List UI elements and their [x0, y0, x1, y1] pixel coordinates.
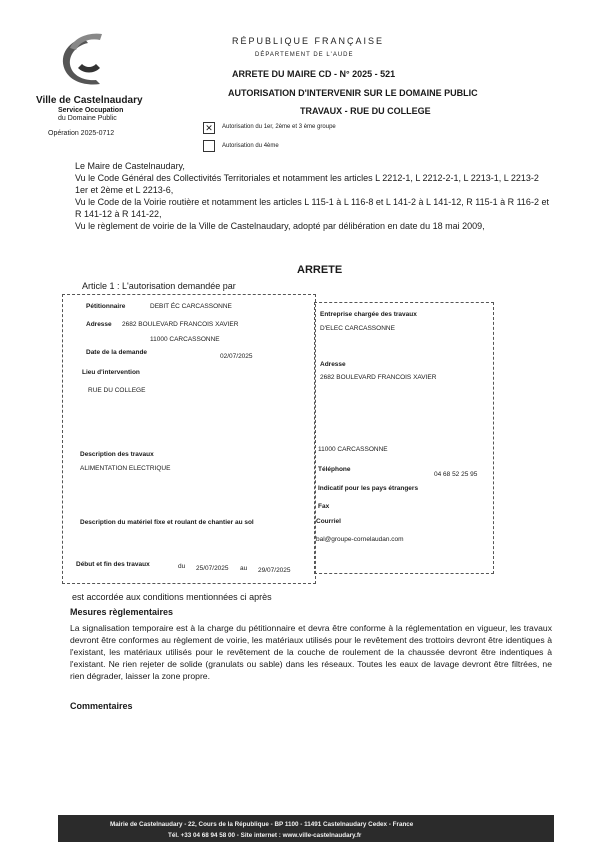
arrete-heading: ARRETE: [297, 264, 343, 276]
telephone-label: Téléphone: [318, 466, 351, 473]
checkbox-group-4[interactable]: [203, 140, 215, 152]
entreprise-adresse-label: Adresse: [320, 361, 346, 368]
petitionnaire-value: DEBIT ÉC CARCASSONNE: [150, 303, 232, 310]
preamble-line: Vu le Code de la Voirie routière et notamment les articles L 115-1 à L 116-8 et L 141-2 à L 141-12, R 115-1 à R 116-2 et R 141-12 à R 141-22,: [75, 197, 549, 219]
description-value: ALIMENTATION ELECTRIQUE: [80, 465, 171, 472]
checkbox-group-1-3[interactable]: ✕: [203, 122, 215, 134]
city-logo: [44, 28, 134, 92]
footer-bar: [58, 815, 554, 842]
service-line-1: Service Occupation: [58, 107, 124, 114]
telephone-value: 04 68 52 25 95: [434, 471, 478, 478]
adresse-label: Adresse: [86, 321, 112, 328]
mesures-text: La signalisation temporaire est à la charge du pétitionnaire et devra être conforme à la réglementation en vigueur, les travaux devront être conformes au règlement de voirie, les matériaux utilisés pour le revêtement des trottoirs devront être identiques à l'existant, les matériaux utilisés pour le revêtement de la couche de roulement de la chaussée devront être indentiques à l'existant. Ne rien rejeter de solide (granulats ou sable) dans les réseaux. Toutes les eaux de lavage devront être filtrées, ne rien dégrader, laisser la zone propre.: [70, 623, 552, 681]
operation-number: Opération 2025-0712: [48, 130, 115, 137]
city-name: Ville de Castelnaudary: [36, 95, 143, 106]
lieu-label: Lieu d'intervention: [82, 369, 140, 376]
commentaires-heading: Commentaires: [70, 701, 133, 711]
indicatif-label: Indicatif pour les pays étrangers: [318, 485, 419, 492]
entreprise-box: [314, 302, 494, 574]
fax-label: Fax: [318, 503, 330, 510]
date-demande-label: Date de la demande: [86, 349, 148, 356]
accorded-text: est accordée aux conditions mentionnées ci après: [72, 592, 272, 602]
checkbox-group-4-label: Autorisation du 4ème: [222, 143, 279, 149]
preamble-line: Vu le règlement de voirie de la Ville de Castelnaudary, adopté par délibération en date du 18 mai 2009,: [75, 221, 485, 231]
description-label: Description des travaux: [80, 451, 154, 458]
entreprise-cp: 11000 CARCASSONNE: [318, 446, 388, 453]
preamble-line: Vu le Code Général des Collectivités Territoriales et notamment les articles L 2212-1, L 2212-2-1, L 2213-1, L 2213-2 1er et 2ème et L 2213-6,: [75, 173, 539, 195]
debut-value: 25/07/2025: [196, 565, 229, 572]
entreprise-label: Entreprise chargée des travaux: [320, 311, 417, 318]
travaux-title: TRAVAUX - RUE DU COLLEGE: [300, 106, 431, 116]
du-label: du: [178, 563, 186, 570]
materiel-label: Description du matériel fixe et roulant de chantier au sol: [80, 519, 254, 526]
courriel-value: bal@groupe-cornelaudan.com: [316, 536, 404, 543]
debut-fin-label: Début et fin des travaux: [76, 561, 150, 568]
republic-heading: RÉPUBLIQUE FRANÇAISE: [232, 36, 385, 46]
petitionnaire-label: Pétitionnaire: [86, 303, 126, 310]
entreprise-value: D'ELEC CARCASSONNE: [320, 325, 395, 332]
au-label: au: [240, 565, 248, 572]
footer-line-1: Mairie de Castelnaudary - 22, Cours de la République - BP 1100 - 11491 Castelnaudary Cedex - France: [110, 821, 414, 828]
article-1: Article 1 : L'autorisation demandée par: [82, 281, 236, 291]
footer-line-2: Tél. +33 04 68 94 58 00 - Site internet : www.ville-castelnaudary.fr: [168, 832, 362, 839]
arrete-number-title: ARRETE DU MAIRE CD - N° 2025 - 521: [232, 69, 396, 79]
mesures-heading: Mesures règlementaires: [70, 607, 174, 617]
city-logo-icon: [44, 28, 134, 92]
adresse-value-line2: 11000 CARCASSONNE: [150, 336, 220, 343]
lieu-value: RUE DU COLLEGE: [88, 387, 146, 394]
preamble: [75, 160, 553, 232]
fin-value: 29/07/2025: [258, 567, 291, 574]
date-demande-value: 02/07/2025: [220, 353, 253, 360]
service-line-2: du Domaine Public: [58, 115, 117, 122]
entreprise-adresse-value: 2682 BOULEVARD FRANCOIS XAVIER: [320, 374, 437, 381]
checkbox-group-1-3-label: Autorisation du 1er, 2ème et 3 ème groupe: [222, 124, 336, 130]
preamble-line: Le Maire de Castelnaudary,: [75, 161, 185, 171]
autorisation-title: AUTORISATION D'INTERVENIR SUR LE DOMAINE PUBLIC: [228, 88, 478, 98]
department-subheading: DÉPARTEMENT DE L'AUDE: [255, 52, 354, 58]
adresse-value-line1: 2682 BOULEVARD FRANCOIS XAVIER: [122, 321, 239, 328]
courriel-label: Courriel: [316, 518, 341, 525]
